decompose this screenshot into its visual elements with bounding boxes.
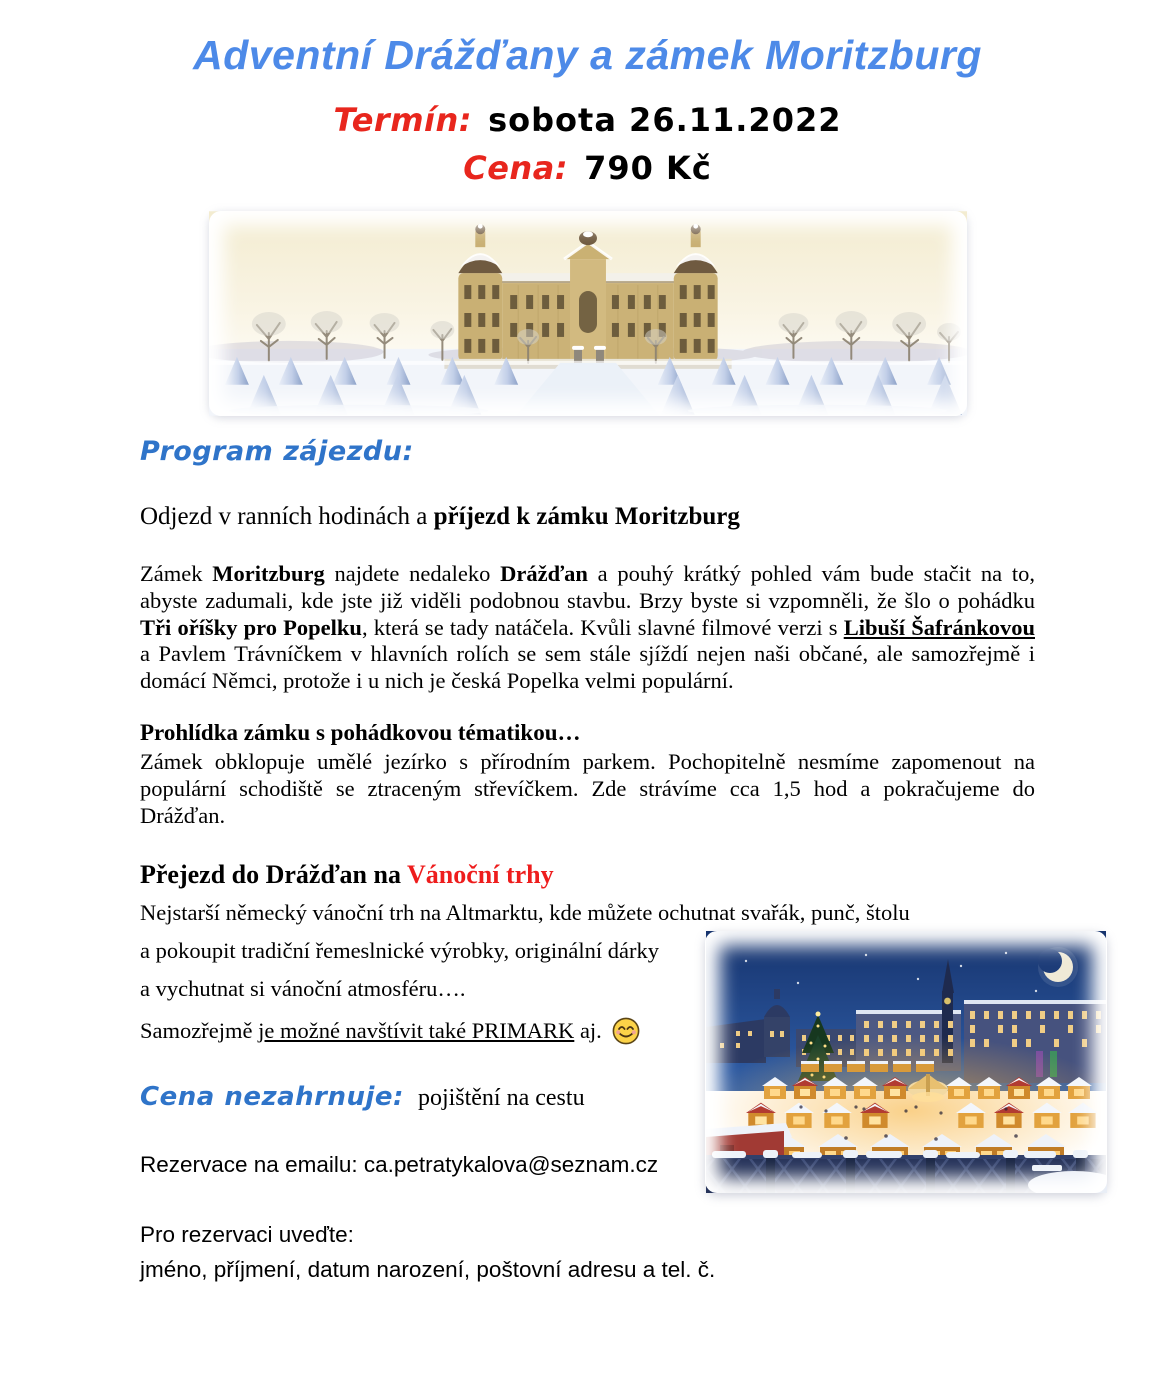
departure-line: Odjezd v ranních hodinách a příjezd k zámku Moritzburg [140,503,740,530]
market-photo [705,931,1107,1193]
price-excludes-label: Cena nezahrnuje: [140,1081,404,1112]
term-label: Termín: [333,101,473,139]
transfer-heading: Přejezd do Drážďan na Vánoční trhy [140,860,554,890]
market-line-3: a vychutnat si vánoční atmosféru…. [140,976,466,1002]
reservation-note-line-1: Pro rezervaci uveďte: [140,1221,354,1247]
page-title: Adventní Drážďany a zámek Moritzburg [193,32,982,78]
tour-paragraph: Zámek obklopuje umělé jezírko s přírodním parkem. Pochopitelně nesmíme zapomenout na populární schodiště se ztraceným střevíčkem. Zde strávíme cca 1,5 hod a pokračujeme do Drážďan. [140,748,1035,829]
term-value: sobota 26.11.2022 [488,101,842,139]
term-line [140,101,1035,139]
price-line [140,149,1035,187]
castle-tour-block [140,719,1035,829]
price-excludes-value: pojištění na cestu [417,1084,585,1111]
castle-photo [209,211,967,416]
program-heading: Program zájezdu: [140,436,414,467]
reservation-email-line: Rezervace na emailu: ca.petratykalova@seznam.cz [140,1151,659,1177]
price-label: Cena: [463,149,569,187]
price-value: 790 Kč [584,149,712,187]
market-line-1: Nejstarší německý vánoční trh na Altmarktu, kde můžete ochutnat svařák, punč, štolu [140,899,910,925]
moon [1038,947,1078,987]
primark-text: Samozřejmě je možné navštívit také PRIMARK aj. [140,1017,608,1043]
reservation-note-line-2: jméno, příjmení, datum narození, poštovní adresu a tel. č. [140,1256,716,1282]
castle-paragraph: Zámek Moritzburg najdete nedaleko Drážďan a pouhý krátký pohled vám bude stačit na to, abyste zadumali, kde jste již viděli podobnou stavbu. Brzy byste si vzpomněli, že šlo o pohádku Tři oříšky pro Popelku, která se tady natáčela. Kvůli slavné filmové verzi s Libuší Šafránkovou a Pavlem Trávníčkem v hlavních rolích se sem stále sjíždí nejen naši občané, ale samozřejmě i domácí Němci, protože i u nich je česká Popelka velmi populární. [140,561,1035,694]
castle-photo-illustration [209,211,967,416]
market-line-2: a pokoupit tradiční řemeslnické výrobky, originální dárky [140,938,660,964]
market-photo-illustration [705,931,1107,1193]
smiling-blush-emoji-icon [611,1016,641,1046]
tour-heading: Prohlídka zámku s pohádkovou tématikou… [140,719,581,745]
